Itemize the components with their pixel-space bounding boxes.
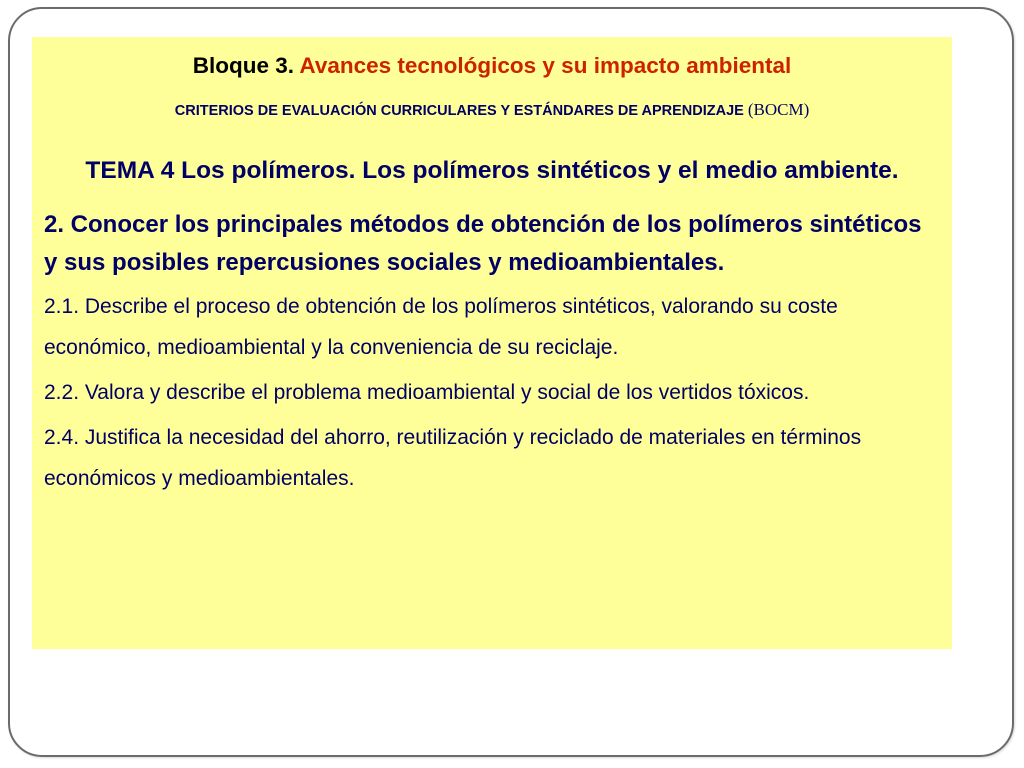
standard-item: 2.1. Describe el proceso de obtención de los polímeros sintéticos, valorando su coste económico, medioambiental y la conveniencia de su reciclaje. <box>44 294 838 359</box>
slide-title <box>44 51 940 80</box>
tema-heading: TEMA 4 Los polímeros. Los polímeros sintéticos y el medio ambiente. <box>85 156 899 184</box>
standard-item: 2.4. Justifica la necesidad del ahorro, reutilización y reciclado de materiales en términos económicos y medioambientales. <box>44 425 862 490</box>
subtitle <box>44 100 940 120</box>
title-prefix: Bloque 3. <box>192 53 294 78</box>
subtitle-source: (BOCM) <box>747 100 810 120</box>
content-box <box>32 37 952 649</box>
subtitle-text: CRITERIOS DE EVALUACIÓN CURRICULARES Y ESTÁNDARES DE APRENDIZAJE <box>174 103 744 120</box>
criterion-text: 2. Conocer los principales métodos de obtención de los polímeros sintéticos y sus posibles repercusiones sociales y medioambientales. <box>44 210 922 276</box>
title-accent: Avances tecnológicos y su impacto ambiental <box>299 53 792 78</box>
standard-item: 2.2. Valora y describe el problema medioambiental y social de los vertidos tóxicos. <box>44 380 810 404</box>
